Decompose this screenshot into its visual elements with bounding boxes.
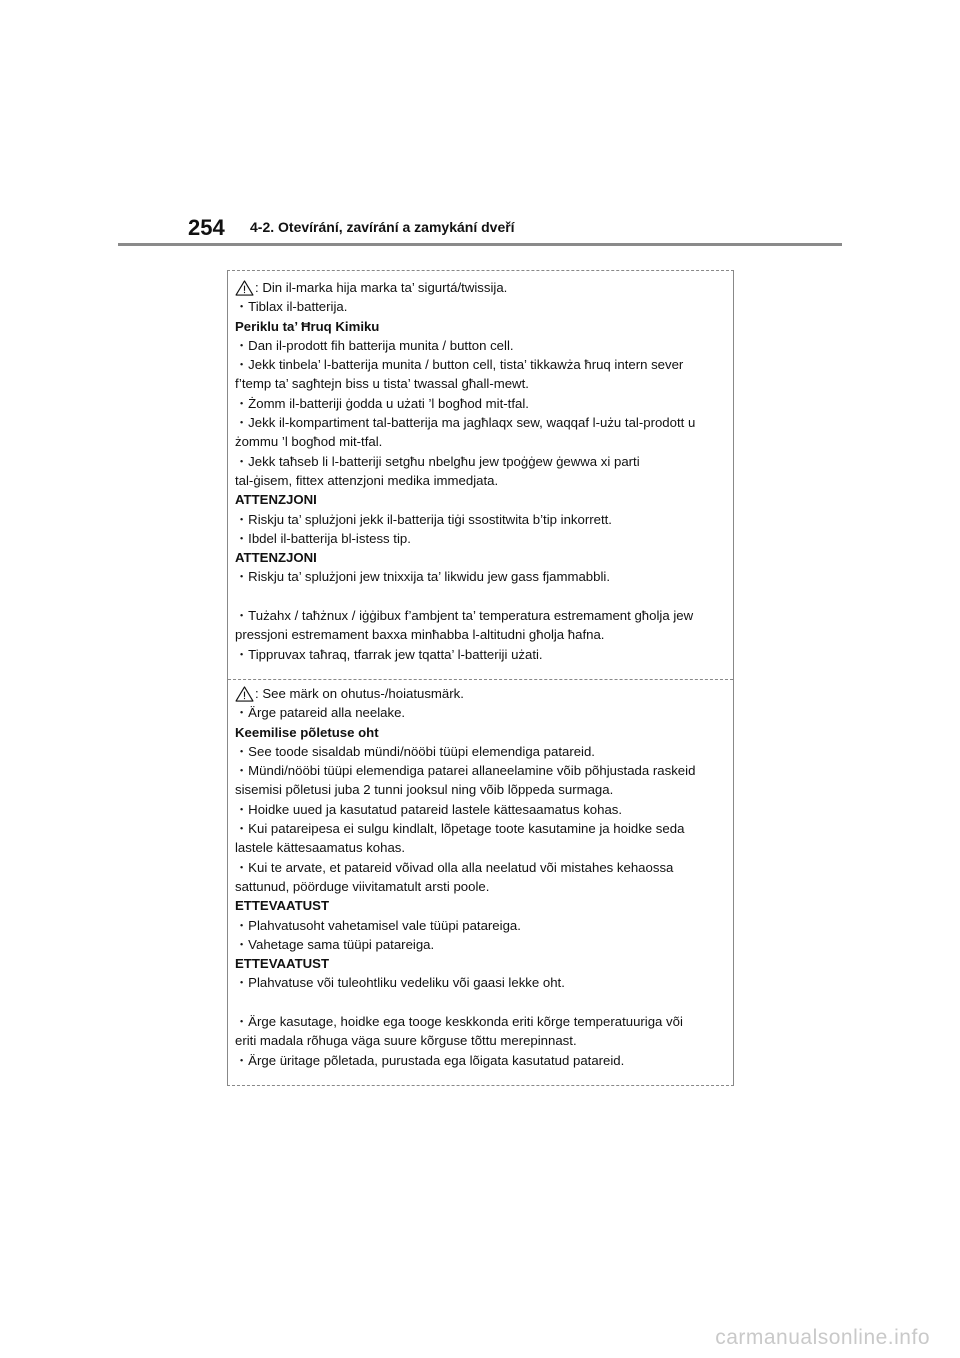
notice-line: ・Tippruvax taħraq, tfarrak jew tqatta’ l-batteriji użati. (235, 646, 543, 662)
notice-line: f’temp ta’ sagħtejn biss u tista’ twassal għall-mewt. (235, 376, 529, 392)
header-rule (118, 243, 842, 246)
notice-line: ・Ärge patareid alla neelake. (235, 705, 406, 721)
section-title: 4-2. Otevírání, zavírání a zamykání dveří (250, 219, 515, 235)
warning-triangle-icon (235, 280, 254, 296)
warning-symbol-text: : See märk on ohutus-/hoiatusmärk. (255, 686, 464, 701)
notice-line: lastele kättesaamatus kohas. (235, 840, 406, 856)
notice-line: tal-ġisem, fittex attenzjoni medika immedjata. (235, 472, 499, 488)
notice-line: ・Riskju ta’ splużjoni jew tnixxija ta’ likwidu jew gass fjammabbli. (235, 569, 610, 585)
notice-heading: ETTEVAATUST (235, 956, 330, 972)
battery-warning-box (227, 270, 734, 1086)
notice-line: ・Ärge kasutage, hoidke ega tooge keskkonda eriti kõrge temperatuuriga või (235, 1014, 683, 1030)
watermark: carmanualsonline.info (715, 1326, 930, 1349)
notice-line: ・Jekk taħseb li l-batteriji setgħu nbelgħu jew tpoġġew ġewwa xi parti (235, 453, 640, 469)
notice-line (235, 684, 727, 703)
notice-spacer (235, 587, 727, 606)
notice-line: eriti madala rõhuga väga suure kõrguse tõttu merepinnast. (235, 1033, 577, 1049)
notice-maltese (235, 278, 727, 664)
notice-line: ・Mündi/nööbi tüüpi elemendiga patarei allaneelamine võib põhjustada raskeid (235, 763, 696, 779)
warning-symbol-text: : Din il-marka hija marka ta’ sigurtá/twissija. (255, 280, 508, 295)
warning-triangle-icon (235, 686, 254, 702)
notice-heading: Keemilise põletuse oht (235, 724, 379, 740)
section-divider (228, 679, 733, 680)
notice-line: ・Riskju ta’ splużjoni jekk il-batterija tiġi ssostitwita b’tip inkorrett. (235, 511, 612, 527)
notice-line: ・Kui te arvate, et patareid võivad olla alla neelatud või mistahes kehaossa (235, 859, 674, 875)
notice-line: ・Plahvatuse või tuleohtliku vedeliku või gaasi lekke oht. (235, 975, 565, 991)
notice-line: ・Ibdel il-batterija bl-istess tip. (235, 530, 411, 546)
notice-line: ・See toode sisaldab mündi/nööbi tüüpi elemendiga patareid. (235, 743, 595, 759)
page-number: 254 (188, 215, 225, 240)
notice-line: ・Plahvatusoht vahetamisel vale tüüpi patareiga. (235, 917, 521, 933)
notice-line: ・Tiblax il-batterija. (235, 299, 348, 315)
notice-heading: ATTENZJONI (235, 492, 317, 508)
notice-heading: Periklu ta’ Ħruq Kimiku (235, 318, 380, 334)
notice-line: pressjoni estremament baxxa minħabba l-altitudni għolja ħafna. (235, 627, 605, 643)
notice-line: żommu ’l bogħod mit-tfal. (235, 434, 383, 450)
notice-line: ・Tużahx / taħżnux / iġġibux f’ambjent ta’ temperatura estremament għolja jew (235, 608, 694, 624)
notice-heading: ETTEVAATUST (235, 898, 330, 914)
notice-line: sattunud, pöörduge viivitamatult arsti poole. (235, 878, 490, 894)
notice-line: sisemisi põletusi juba 2 tunni jooksul ning võib lõppeda surmaga. (235, 782, 614, 798)
page-header (0, 0, 960, 250)
notice-line (235, 278, 727, 297)
notice-line: ・Dan il-prodott fih batterija munita / button cell. (235, 337, 514, 353)
notice-line: ・Jekk il-kompartiment tal-batterija ma jagħlaqx sew, waqqaf l-użu tal-prodott u (235, 415, 696, 431)
notice-line: ・Żomm il-batteriji ġodda u użati ’l bogħod mit-tfal. (235, 395, 529, 411)
notice-line: ・Jekk tinbela’ l-batterija munita / button cell, tista’ tikkawża ħruq intern sever (235, 357, 684, 373)
notice-line: ・Hoidke uued ja kasutatud patareid lastele kättesaamatus kohas. (235, 801, 623, 817)
notice-line: ・Vahetage sama tüüpi patareiga. (235, 936, 435, 952)
notice-estonian (235, 684, 727, 1070)
notice-line: ・Kui patareipesa ei sulgu kindlalt, lõpetage toote kasutamine ja hoidke seda (235, 821, 685, 837)
notice-heading: ATTENZJONI (235, 550, 317, 566)
notice-line: ・Ärge üritage põletada, purustada ega lõigata kasutatud patareid. (235, 1052, 625, 1068)
notice-spacer (235, 993, 727, 1012)
